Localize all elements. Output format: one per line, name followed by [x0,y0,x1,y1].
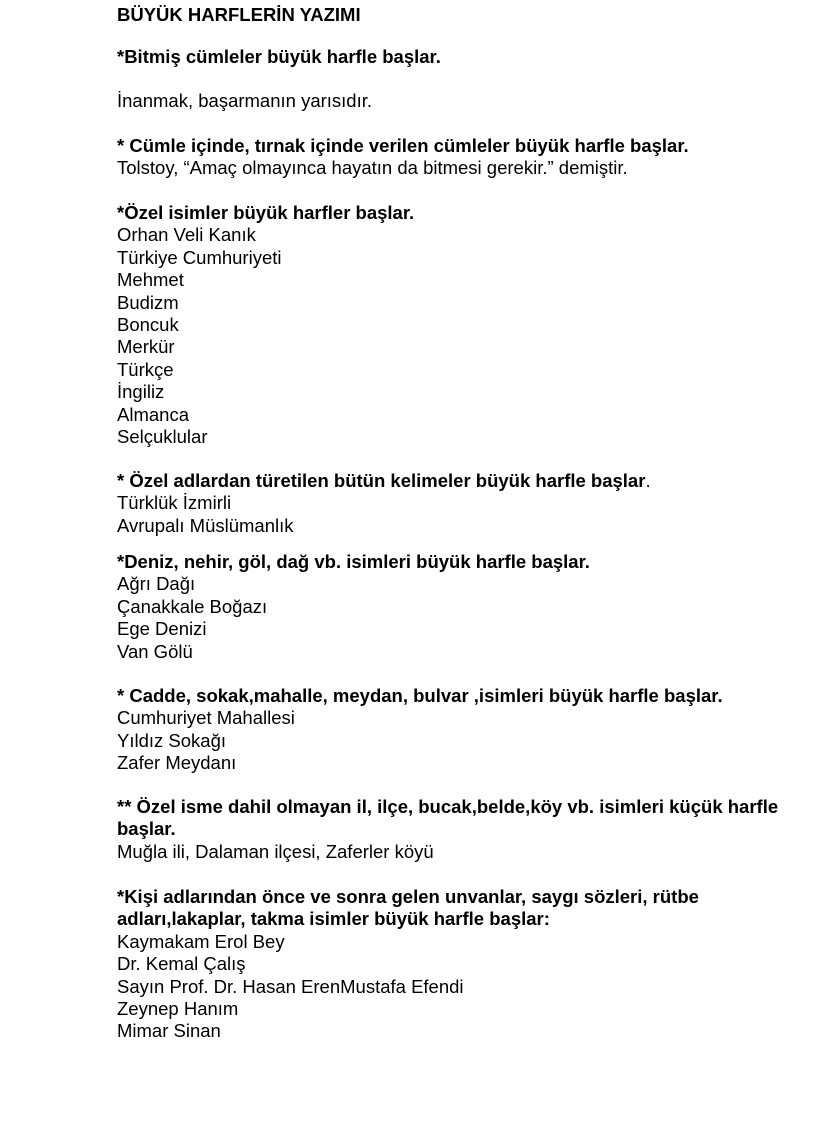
section-sentences-example [117,90,807,112]
section-heading: ** Özel isme dahil olmayan il, ilçe, bucak,belde,köy vb. isimleri küçük harfle başlar. [117,796,779,840]
section-geography [117,551,807,663]
list-item: İngiliz [117,381,165,403]
list-item: İnanmak, başarmanın yarısıdır. [117,90,373,111]
list-item: Merkür [117,336,175,358]
section-heading [117,470,807,492]
section-heading: *Deniz, nehir, göl, dağ vb. isimleri büyük harfle başlar. [117,551,590,572]
section-heading-text: * Özel adlardan türetilen bütün kelimeler büyük harfle başlar [117,470,646,491]
list-item: Mimar Sinan [117,1020,221,1042]
list-item: Van Gölü [117,640,193,662]
list-item: Tolstoy, “Amaç olmayınca hayatın da bitmesi gerekir.” demiştir. [117,157,628,179]
section-streets [117,685,807,775]
section-derived-words [117,470,807,537]
section-heading: *Kişi adlarından önce ve sonra gelen unvanlar, saygı sözleri, rütbe adları,lakaplar, takma isimler büyük harfle başlar: [117,886,699,930]
list-item: Sayın Prof. Dr. Hasan ErenMustafa Efendi [117,975,464,997]
list-item: Yıldız Sokağı [117,729,227,751]
section-quotes [117,135,807,180]
section-heading: *Özel isimler büyük harfler başlar. [117,202,415,223]
list-item: Selçuklular [117,426,208,448]
list-item: Mehmet [117,269,184,291]
list-item: Türkçe [117,358,174,380]
list-item: Almanca [117,403,189,425]
list-item: Çanakkale Boğazı [117,595,268,617]
list-item: Budizm [117,291,179,313]
list-item: Orhan Veli Kanık [117,224,256,246]
section-heading: * Cümle içinde, tırnak içinde verilen cümleler büyük harfle başlar. [117,135,689,156]
section-heading: *Bitmiş cümleler büyük harfle başlar. [117,46,441,67]
section-titles [117,886,807,1043]
list-item: Cumhuriyet Mahallesi [117,707,295,729]
list-item: Türkiye Cumhuriyeti [117,246,282,268]
list-item: Dr. Kemal Çalış [117,953,246,975]
list-item: Avrupalı Müslümanlık [117,514,294,536]
list-item: Boncuk [117,314,179,336]
list-item: Muğla ili, Dalaman ilçesi, Zaferler köyü [117,840,434,862]
section-administrative [117,796,807,863]
list-item: Zafer Meydanı [117,752,237,774]
list-item: Zeynep Hanım [117,998,239,1020]
section-heading: * Cadde, sokak,mahalle, meydan, bulvar ,isimleri büyük harfle başlar. [117,685,723,706]
section-sentences [117,46,807,68]
section-heading-tail: . [645,470,651,491]
page-title: BÜYÜK HARFLERİN YAZIMI [117,4,361,25]
section-proper-nouns [117,202,807,448]
list-item: Türklük İzmirli [117,492,232,514]
list-item: Ege Denizi [117,618,207,640]
list-item: Ağrı Dağı [117,573,196,595]
list-item: Kaymakam Erol Bey [117,930,285,952]
